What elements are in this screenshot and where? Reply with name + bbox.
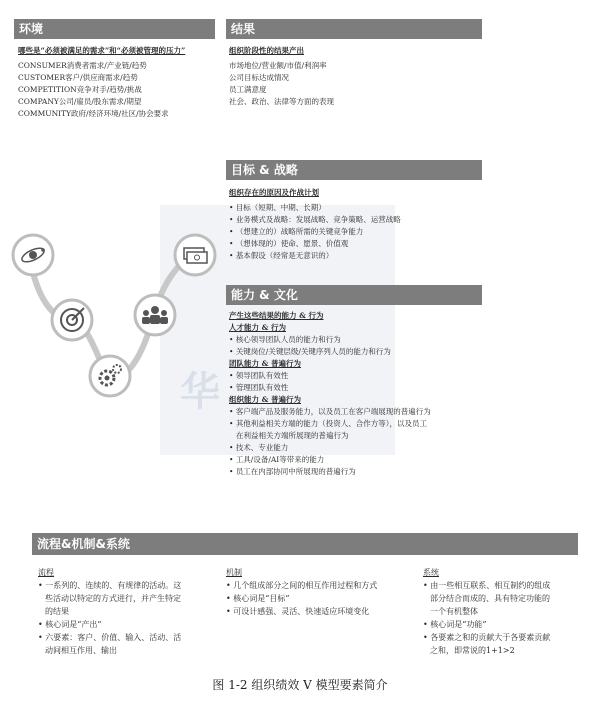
env-item: COMPETITION竞争对手/趋势/挑战	[18, 85, 142, 94]
capability-line: • 客户端产品及服务能力，以及员工在客户端展现的普遍行为	[229, 406, 489, 418]
goals-item: • 基本假设（经常是无意识的）	[229, 250, 479, 262]
capability-line: • 员工在内部协同中所展现的普遍行为	[229, 466, 489, 478]
v-model-diagram	[0, 200, 240, 410]
process-line: 一个有机整体	[430, 607, 478, 616]
results-item: 员工满意度	[229, 85, 267, 94]
results-block	[229, 45, 479, 108]
results-list	[229, 60, 479, 108]
capability-header: 能力 & 文化	[226, 285, 482, 305]
goals-subtitle: 组织存在的原因及作战计划	[229, 188, 319, 197]
capability-line: 在利益相关方端所展现的普遍行为	[236, 431, 349, 440]
process-column	[38, 566, 216, 657]
gears-icon	[90, 356, 130, 396]
env-item: COMPANY公司/雇员/股东需求/期望	[18, 97, 142, 106]
target-icon	[52, 300, 92, 340]
env-list	[18, 60, 228, 120]
results-header: 结果	[226, 19, 482, 39]
results-item: 社会、政治、法律等方面的表现	[229, 97, 334, 106]
process-line: • 由一些相互联系、相互制约的组成	[423, 579, 588, 592]
goals-item: • 业务模式及战略：发展战略、竞争策略、运营战略	[229, 214, 479, 226]
goals-item: • （想建立的）战略所需的关键竞争能力	[229, 226, 479, 238]
results-item: 公司目标达成情况	[229, 73, 289, 82]
process-column-title: 流程	[38, 568, 54, 577]
capability-line: 产生这些结果的能力 & 行为	[229, 311, 324, 320]
env-subtitle: 哪些是“必须被满足的需求”和“必须被管理的压力”	[18, 46, 186, 55]
capability-line: 团队能力 & 普遍行为	[229, 359, 301, 368]
money-icon	[175, 235, 215, 275]
goals-list	[229, 202, 479, 262]
env-block	[18, 45, 228, 120]
capability-line: • 核心领导团队人员的能力和行为	[229, 334, 489, 346]
process-line: • 几个组成部分之间的相互作用过程和方式	[226, 579, 404, 592]
process-line: 部分结合而成的、具有特定功能的	[430, 594, 550, 603]
capability-line: • 关键岗位/关键层级/关键序列人员的能力和行为	[229, 346, 489, 358]
process-line: • 可设计感强、灵活、快速适应环境变化	[226, 605, 404, 618]
env-item: CONSUMER消费者需求/产业链/趋势	[18, 61, 147, 70]
team-icon	[135, 295, 175, 335]
process-line: 些活动以特定的方式进行，并产生特定	[45, 594, 181, 603]
process-line: 动间相互作用、输出	[45, 646, 117, 655]
goals-block	[229, 187, 479, 262]
orbit-icon	[13, 235, 53, 275]
capability-line: 人才能力 & 行为	[229, 323, 286, 332]
process-line: • 一系列的、连续的、有规律的活动。这	[38, 579, 216, 592]
process-header: 流程&机制&系统	[32, 533, 578, 555]
watermark-text: 华	[180, 369, 226, 415]
results-item: 市场地位/营业额/市值/利润率	[229, 61, 327, 70]
env-item: COMMUNITY政府/经济环境/社区/协会要求	[18, 109, 169, 118]
process-line: 之和，即常说的1+1>2	[430, 646, 515, 655]
env-header: 环境	[14, 19, 215, 39]
process-line: • 核心词是“产出”	[38, 618, 216, 631]
process-line: 的结果	[45, 607, 69, 616]
process-column-title: 机制	[226, 568, 242, 577]
env-item: CUSTOMER客户/供应商需求/趋势	[18, 73, 138, 82]
process-line: • 各要素之和的贡献大于各要素贡献	[423, 631, 588, 644]
process-line: • 核心词是“功能”	[423, 618, 588, 631]
goals-item: • 目标（短期、中期、长期）	[229, 202, 479, 214]
capability-line: • 管理团队有效性	[229, 382, 489, 394]
capability-line: • 领导团队有效性	[229, 370, 489, 382]
results-subtitle: 组织阶段性的结果产出	[229, 46, 304, 55]
capability-block	[229, 310, 489, 478]
capability-line: • 其他利益相关方端的能力（投资人、合作方等），以及员工	[229, 418, 489, 430]
process-line: • 六要素：客户、价值、输入、活动、活	[38, 631, 216, 644]
goals-header: 目标 & 战略	[226, 160, 482, 180]
process-line: • 核心词是“目标”	[226, 592, 404, 605]
figure-caption: 图 1-2 组织绩效 V 模型要素简介	[212, 678, 388, 692]
process-column	[226, 566, 404, 618]
goals-item: • （想体现的）使命、愿景、价值观	[229, 238, 479, 250]
capability-line: • 工具/设备/AI等带来的能力	[229, 454, 489, 466]
capability-line: • 技术、专业能力	[229, 442, 489, 454]
process-column	[423, 566, 588, 657]
process-column-title: 系统	[423, 568, 439, 577]
capability-line: 组织能力 & 普遍行为	[229, 395, 301, 404]
